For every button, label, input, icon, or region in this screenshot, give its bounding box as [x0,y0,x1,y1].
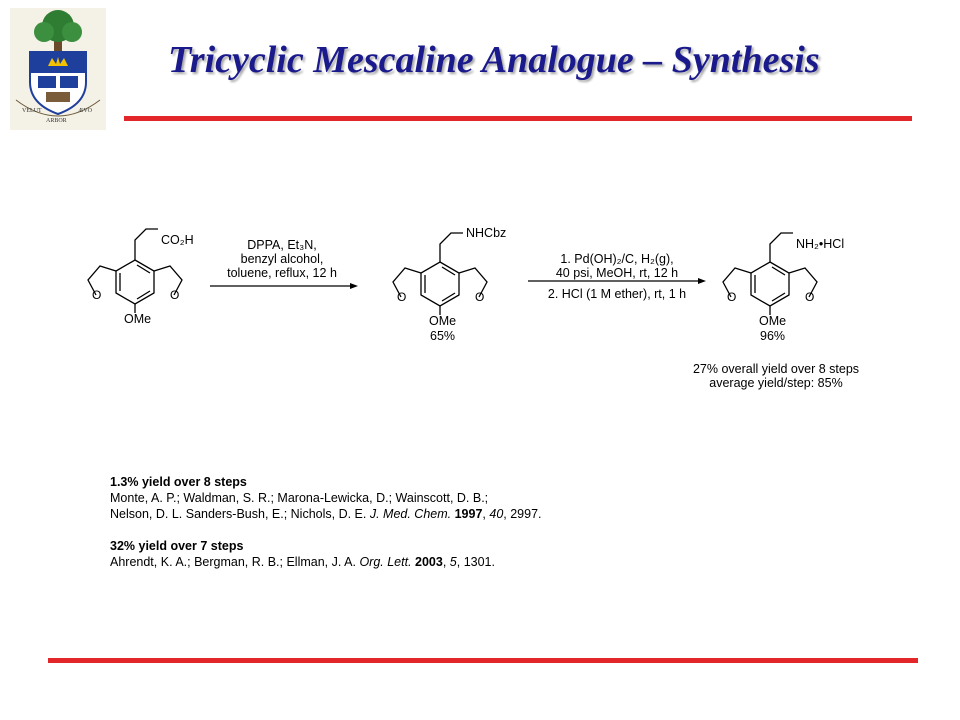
ref2-citation: Ahrendt, K. A.; Bergman, R. B.; Ellman, J. A. Org. Lett. 2003, 5, 1301. [110,555,495,569]
crest-motto-right: ÆVO [78,108,93,114]
svg-text:O: O [805,290,815,304]
ref1-page: 2997. [510,507,542,521]
step2-line1: 1. Pd(OH)₂/C, H₂(g), [560,252,674,266]
references [110,474,542,570]
step1-line1: DPPA, Et₃N, [247,238,317,252]
ref2-year: 2003 [415,555,443,569]
footer-rule [48,658,918,663]
ref1-citation: Nelson, D. L. Sanders-Bush, E.; Nichols, D. E. J. Med. Chem. 1997, 40, 2997. [110,507,542,521]
ref1-authors-line2: Nelson, D. L. Sanders-Bush, E.; Nichols, D. E. [110,507,367,521]
ref2-authors: Ahrendt, K. A.; Bergman, R. B.; Ellman, J. A. [110,555,356,569]
int-chain-label: NHCbz [466,226,507,240]
svg-text:O: O [727,290,737,304]
svg-text:O: O [397,290,407,304]
summary-line1: 27% overall yield over 8 steps [692,362,860,376]
step2-conditions-a [532,252,702,280]
crest-motto-center: ARBOR [46,118,67,124]
ref2-heading: 32% yield over 7 steps [110,539,244,553]
step2-line2: 40 psi, MeOH, rt, 12 h [555,266,679,280]
product-chain-label: NH₂•HCl [796,237,845,251]
step1-line3: toluene, reflux, 12 h [227,266,337,280]
ref2-journal: Org. Lett. [359,555,412,569]
ref1-heading: 1.3% yield over 8 steps [110,475,247,489]
int-ome-label: OMe [429,314,457,328]
slide-title: Tricyclic Mescaline Analogue – Synthesis [168,39,820,81]
product-yield: 96% [760,329,786,343]
svg-text:O: O [475,290,485,304]
ref1-volume: 40 [489,507,504,521]
svg-text:O: O [92,288,102,302]
ref2-page: 1301. [463,555,495,569]
sm-ome-label: OMe [124,312,152,326]
int-yield: 65% [430,329,456,343]
product-ome-label: OMe [759,314,787,328]
step2-line3: 2. HCl (1 M ether), rt, 1 h [547,287,687,301]
ref2-volume: 5 [449,555,457,569]
svg-text:O: O [170,288,180,302]
step1-line2: benzyl alcohol, [240,252,324,266]
ref1-journal: J. Med. Chem. [369,507,452,521]
yield-summary [676,362,876,390]
step1-conditions [212,238,352,280]
sm-chain-label: CO₂H [161,233,194,247]
crest-motto-left: VELUT [22,108,42,114]
carbamate-intermediate-structure [393,233,487,315]
ref1-authors-line1: Monte, A. P.; Waldman, S. R.; Marona-Lewicka, D.; Wainscott, D. B.; [110,491,489,505]
ref1-year: 1997 [454,507,483,521]
summary-line2: average yield/step: 85% [709,376,843,390]
